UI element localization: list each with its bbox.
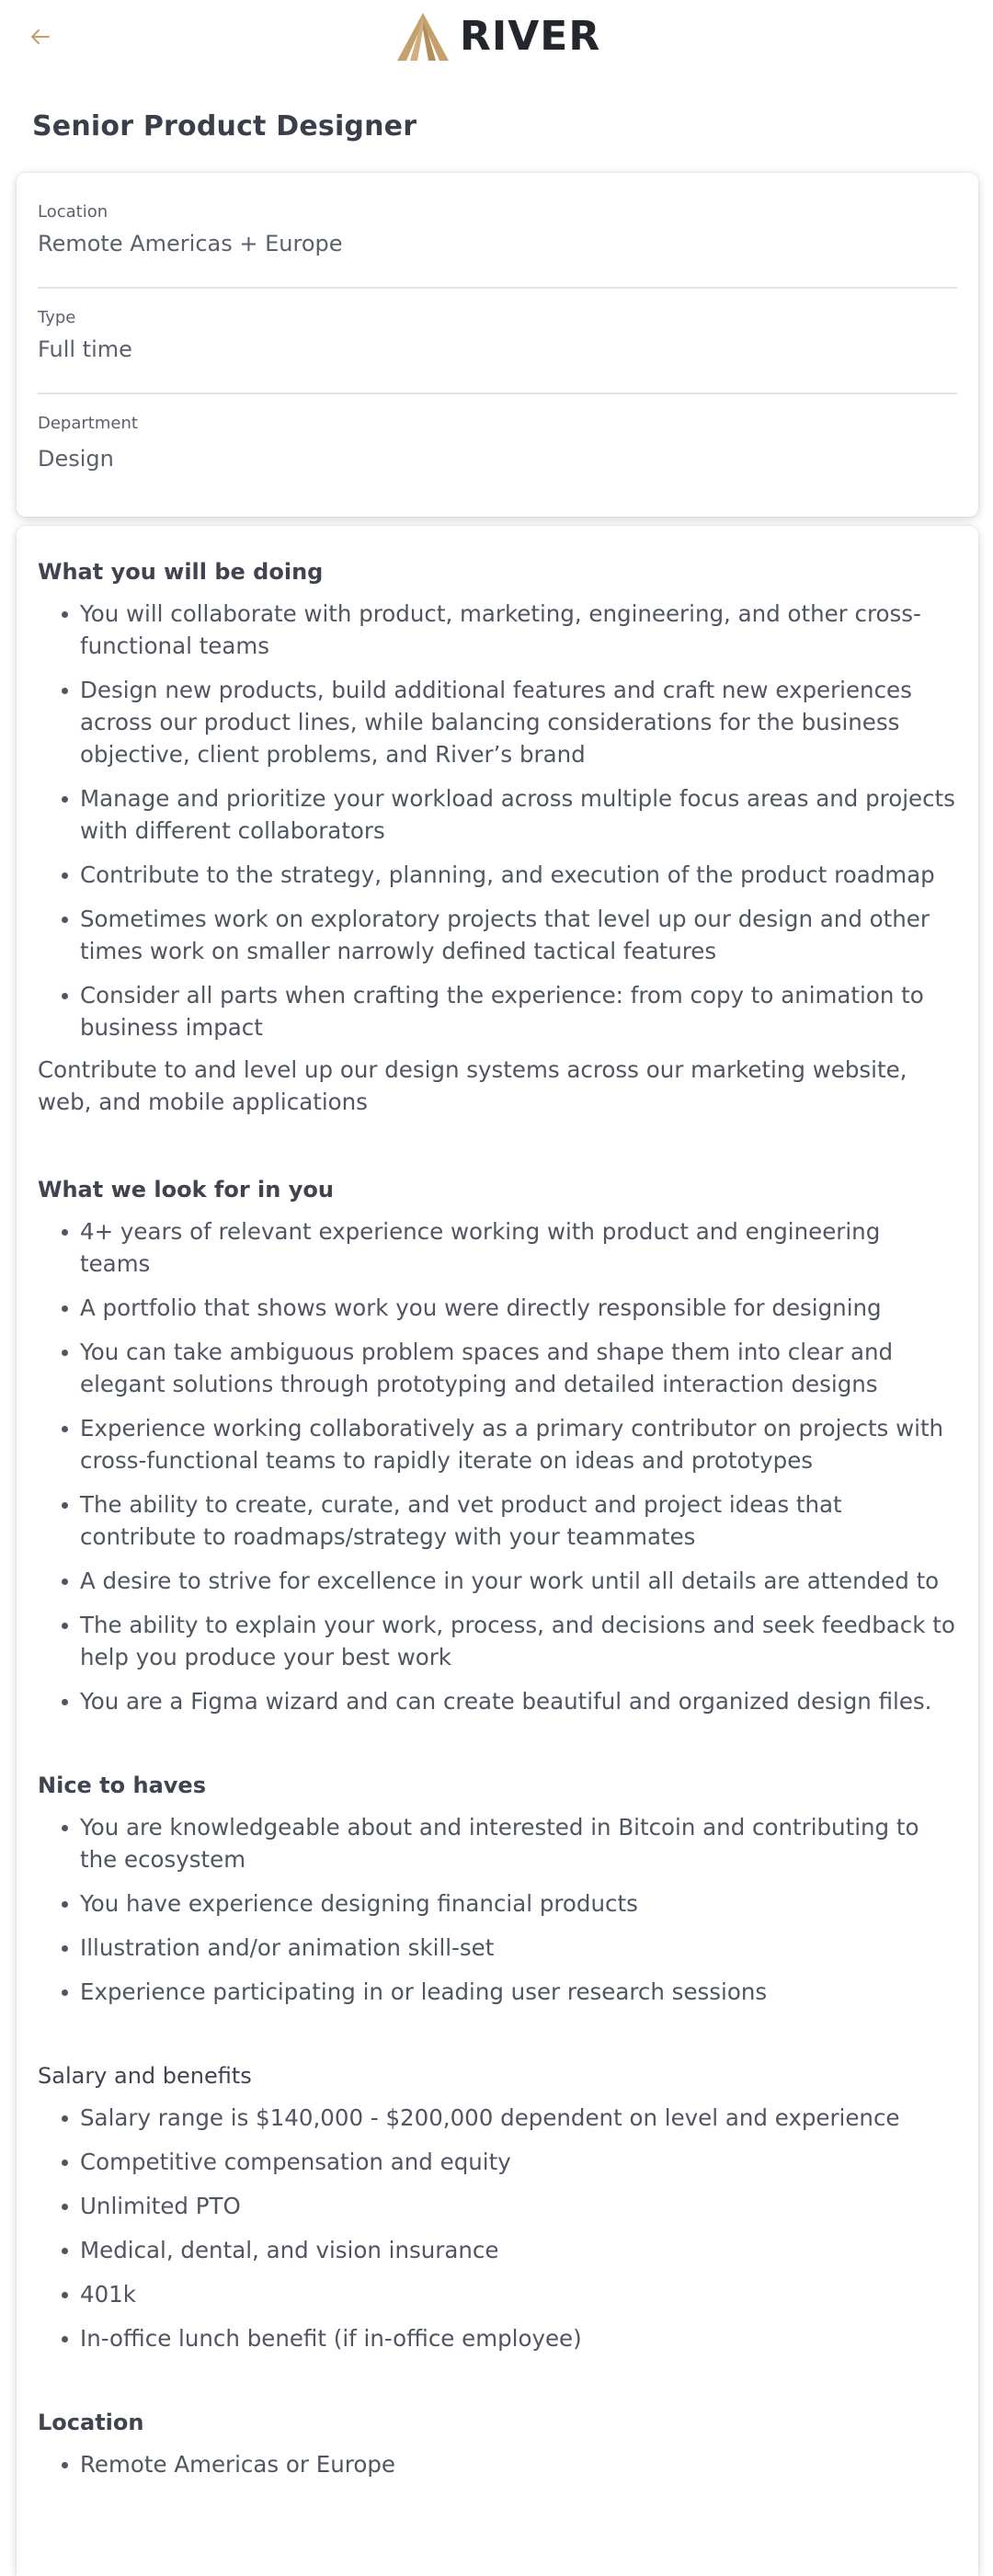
section-title: Salary and benefits <box>38 2063 252 2089</box>
paragraph: Contribute to and level up our design systems across our marketing website, web, and mobile applications <box>38 1056 907 1115</box>
job-description-card <box>17 526 978 2576</box>
list-item: Remote Americas or Europe <box>80 2448 957 2480</box>
bullet-list <box>38 2102 957 2354</box>
divider <box>38 287 957 289</box>
list-item: You have experience designing financial products <box>80 1887 957 1920</box>
divider <box>38 393 957 394</box>
bullet-list <box>38 598 957 1043</box>
list-item: Experience participating in or leading user research sessions <box>80 1976 957 2008</box>
location-value: Remote Americas + Europe <box>38 231 343 256</box>
river-logo[interactable] <box>395 13 600 61</box>
location-field <box>38 202 957 256</box>
list-item: The ability to create, curate, and vet product and project ideas that contribute to roadmaps/strategy with your teammates <box>80 1488 957 1553</box>
list-item: Experience working collaboratively as a primary contributor on projects with cross-functional teams to rapidly iterate on ideas and prototypes <box>80 1412 957 1476</box>
department-label: Department <box>38 414 138 433</box>
bullet-list <box>38 2448 957 2480</box>
list-item: Contribute to the strategy, planning, and execution of the product roadmap <box>80 859 957 891</box>
bullet-list <box>38 1215 957 1717</box>
department-value: Design <box>38 446 114 472</box>
section-nice-to-haves <box>38 1771 957 2008</box>
logo-wordmark: RIVER <box>460 13 601 60</box>
location-label: Location <box>38 202 108 222</box>
list-item: In-office lunch benefit (if in-office employee) <box>80 2322 957 2354</box>
arrow-left-icon <box>30 28 51 45</box>
list-item: Unlimited PTO <box>80 2190 957 2222</box>
type-field <box>38 308 957 362</box>
page-title: Senior Product Designer <box>32 110 417 142</box>
list-item: You will collaborate with product, marketing, engineering, and other cross-functional teams <box>80 598 957 662</box>
list-item: Competitive compensation and equity <box>80 2146 957 2178</box>
list-item: 401k <box>80 2278 957 2310</box>
back-button[interactable] <box>26 22 55 51</box>
section-what-we-look-for <box>38 1175 957 1717</box>
river-logo-mark-icon <box>395 13 451 61</box>
type-label: Type <box>38 308 76 327</box>
list-item: Salary range is $140,000 - $200,000 dependent on level and experience <box>80 2102 957 2134</box>
list-item: 4+ years of relevant experience working with product and engineering teams <box>80 1215 957 1280</box>
list-item: Medical, dental, and vision insurance <box>80 2234 957 2266</box>
section-location <box>38 2408 957 2480</box>
bullet-list <box>38 1811 957 2008</box>
type-value: Full time <box>38 336 132 362</box>
department-field <box>38 414 957 472</box>
section-title: What you will be doing <box>38 559 324 585</box>
list-item: A desire to strive for excellence in your work until all details are attended to <box>80 1565 957 1597</box>
section-title: Nice to haves <box>38 1772 206 1798</box>
top-bar <box>0 0 993 72</box>
list-item: You are knowledgeable about and interested in Bitcoin and contributing to the ecosystem <box>80 1811 957 1875</box>
list-item: You are a Figma wizard and can create beautiful and organized design files. <box>80 1685 957 1717</box>
list-item: Illustration and/or animation skill-set <box>80 1932 957 1964</box>
section-title: Location <box>38 2410 144 2435</box>
list-item: You can take ambiguous problem spaces and shape them into clear and elegant solutions through prototyping and detailed interaction designs <box>80 1336 957 1400</box>
list-item: The ability to explain your work, process, and decisions and seek feedback to help you produce your best work <box>80 1609 957 1673</box>
list-item: Sometimes work on exploratory projects that level up our design and other times work on smaller narrowly defined tactical features <box>80 903 957 967</box>
list-item: Consider all parts when crafting the experience: from copy to animation to business impact <box>80 979 957 1043</box>
list-item: Design new products, build additional features and craft new experiences across our product lines, while balancing considerations for the business objective, client problems, and River’s brand <box>80 674 957 770</box>
section-title: What we look for in you <box>38 1177 334 1203</box>
section-salary-and-benefits <box>38 2061 957 2354</box>
job-details-card <box>17 173 978 517</box>
list-item: Manage and prioritize your workload across multiple focus areas and projects with different collaborators <box>80 782 957 847</box>
list-item: A portfolio that shows work you were directly responsible for designing <box>80 1292 957 1324</box>
section-what-you-will-be-doing <box>38 557 957 1118</box>
